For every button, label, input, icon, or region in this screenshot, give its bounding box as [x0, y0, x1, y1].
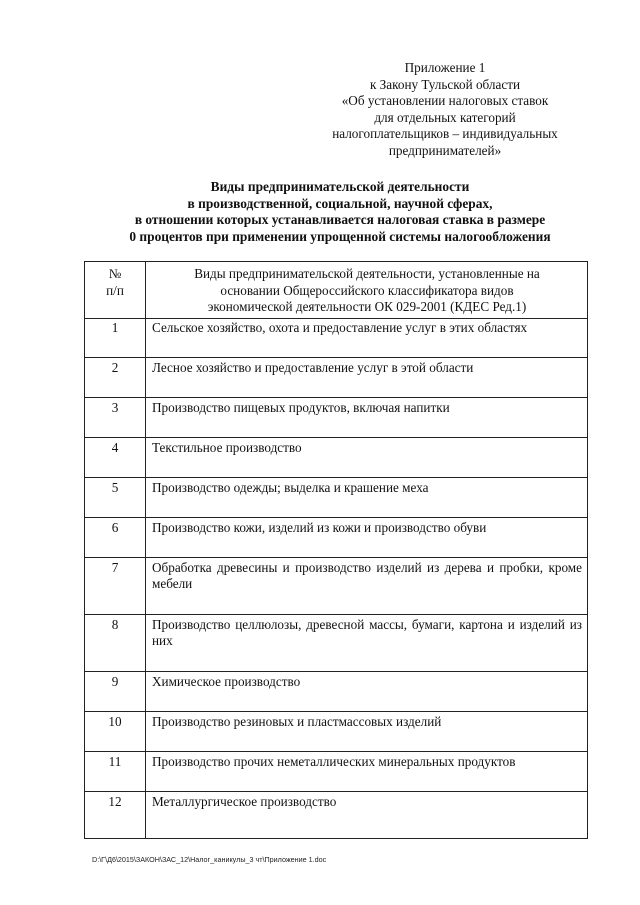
- row-number: 12: [85, 791, 146, 838]
- table-row: [85, 318, 588, 357]
- appendix-line: для отдельных категорий: [374, 109, 516, 125]
- heading-line: в производственной, социальной, научной сферах,: [187, 195, 493, 211]
- row-activity: Обработка древесины и производство изделий из дерева и пробки, кроме мебели: [146, 557, 588, 614]
- header-num-label: п/п: [106, 282, 124, 298]
- heading-line: 0 процентов при применении упрощенной системы налогообложения: [129, 228, 551, 244]
- file-path-footer: D:\Г\Д6\2015\ЗАКОН\ЗАС_12\Налог_каникулы_3 чт\Приложение 1.doc: [92, 855, 327, 864]
- table-row: [85, 671, 588, 711]
- table-header-row: [85, 262, 588, 319]
- document-heading: [80, 179, 600, 245]
- appendix-line: налогоплательщиков – индивидуальных: [332, 126, 558, 142]
- row-activity: Химическое производство: [146, 671, 588, 711]
- row-number: 10: [85, 711, 146, 751]
- heading-line: в отношении которых устанавливается налоговая ставка в размере: [134, 212, 546, 228]
- header-desc-line: Виды предпринимательской деятельности, установленные на: [194, 266, 540, 281]
- header-desc-cell: [146, 262, 588, 319]
- header-desc-line: основании Общероссийского классификатора видов: [220, 282, 514, 298]
- row-activity: Металлургическое производство: [146, 791, 588, 838]
- table-row: [85, 397, 588, 437]
- row-number: 1: [85, 318, 146, 357]
- row-number: 7: [85, 557, 146, 614]
- appendix-line: «Об установлении налоговых ставок: [341, 93, 549, 109]
- appendix-line: к Закону Тульской области: [369, 76, 521, 92]
- row-number: 4: [85, 437, 146, 477]
- row-activity: Производство одежды; выделка и крашение меха: [146, 477, 588, 517]
- row-activity: Производство резиновых и пластмассовых изделий: [146, 711, 588, 751]
- table-row: [85, 357, 588, 397]
- header-num-symbol: №: [108, 266, 122, 281]
- header-desc-line: экономической деятельности ОК 029-2001 (КДЕС Ред.1): [207, 299, 527, 315]
- header-num-cell: [85, 262, 146, 319]
- row-number: 8: [85, 614, 146, 671]
- row-activity: Производство прочих неметаллических минеральных продуктов: [146, 751, 588, 791]
- row-number: 5: [85, 477, 146, 517]
- row-activity: Лесное хозяйство и предоставление услуг в этой области: [146, 357, 588, 397]
- row-number: 6: [85, 517, 146, 557]
- heading-line: Виды предпринимательской деятельности: [210, 179, 470, 194]
- table-row: [85, 437, 588, 477]
- appendix-line: предпринимателей»: [388, 142, 502, 158]
- row-activity: Текстильное производство: [146, 437, 588, 477]
- table-row: [85, 557, 588, 614]
- table-row: [85, 711, 588, 751]
- appendix-title: Приложение 1: [404, 60, 486, 75]
- row-number: 3: [85, 397, 146, 437]
- table-row: [85, 751, 588, 791]
- table-row: [85, 614, 588, 671]
- row-number: 2: [85, 357, 146, 397]
- row-number: 9: [85, 671, 146, 711]
- row-activity: Производство пищевых продуктов, включая напитки: [146, 397, 588, 437]
- activities-table: [84, 261, 588, 839]
- row-number: 11: [85, 751, 146, 791]
- row-activity: Сельское хозяйство, охота и предоставление услуг в этих областях: [146, 318, 588, 357]
- row-activity: Производство кожи, изделий из кожи и производство обуви: [146, 517, 588, 557]
- table-row: [85, 477, 588, 517]
- table-row: [85, 517, 588, 557]
- appendix-block: [300, 60, 590, 160]
- row-activity: Производство целлюлозы, древесной массы, бумаги, картона и изделий из них: [146, 614, 588, 671]
- table-row: [85, 791, 588, 838]
